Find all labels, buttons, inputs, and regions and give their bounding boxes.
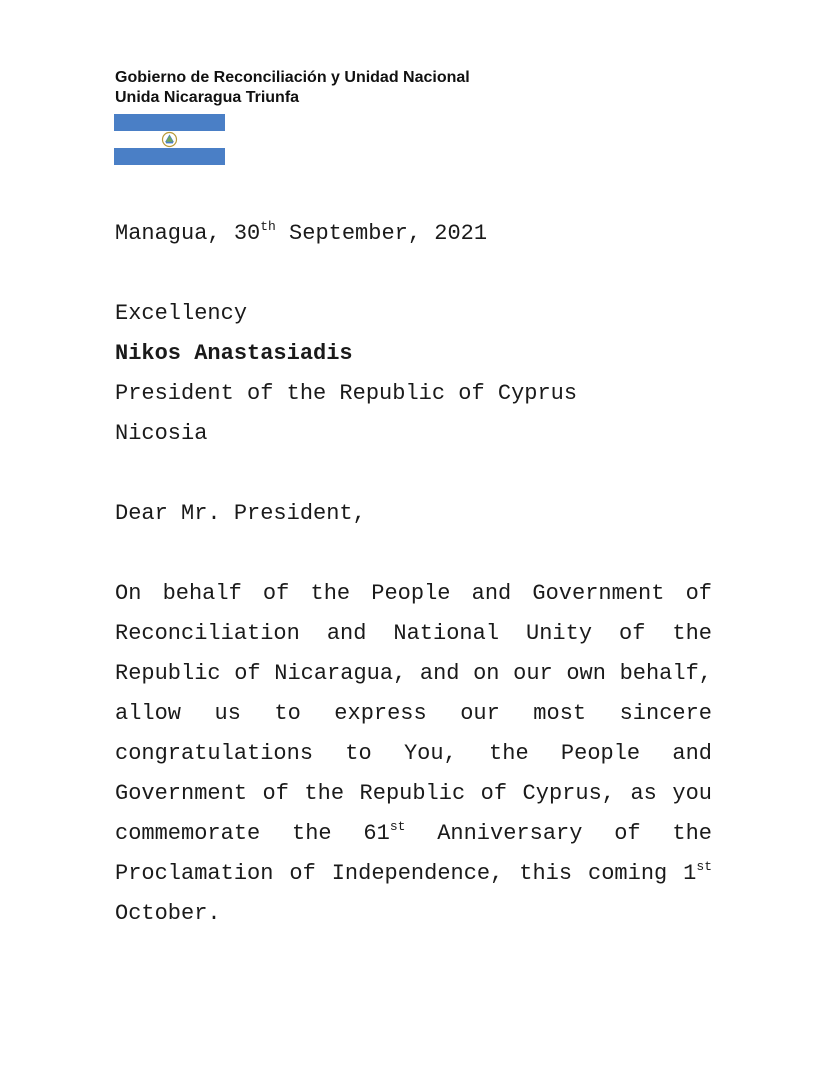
recipient-position: President of the Republic of Cyprus — [115, 381, 578, 406]
ordinal-suffix-anniversary: st — [389, 819, 406, 834]
letter-body — [115, 214, 712, 934]
paragraph-part-3: October. — [115, 901, 221, 926]
letter-greeting: Dear Mr. President, — [115, 501, 366, 526]
flag-top-stripe — [114, 114, 225, 131]
recipient-city: Nicosia — [115, 421, 208, 446]
nicaragua-flag-icon — [114, 114, 225, 165]
ordinal-suffix-october: st — [696, 859, 712, 874]
flag-bottom-stripe — [114, 148, 225, 165]
date-ordinal-suffix: th — [260, 219, 276, 234]
paragraph-part-2: Anniversary of the Proclamation of Independence, this coming 1 — [115, 821, 713, 886]
letterhead-line-motto: Unida Nicaragua Triunfa — [115, 89, 300, 106]
coat-of-arms-icon — [161, 131, 178, 148]
recipient-title: Excellency — [115, 301, 248, 326]
letter-date — [115, 214, 712, 254]
recipient-name: Nikos Anastasiadis — [115, 341, 353, 366]
paragraph-part-1: On behalf of the People and Government of Reconciliation and National Unity of the Republic of Nicaragua, and on our own behalf, allow us to express our most sincere congratulations to You, the People and Government of the Republic of Cyprus, as you commemorate the 61 — [115, 581, 712, 846]
date-rest: September, 2021 — [275, 221, 488, 246]
date-prefix: Managua, 30 — [115, 221, 261, 246]
letterhead-line-government: Gobierno de Reconciliación y Unidad Nacional — [115, 69, 470, 86]
letter-paragraph — [115, 574, 712, 934]
letterhead — [115, 68, 470, 108]
